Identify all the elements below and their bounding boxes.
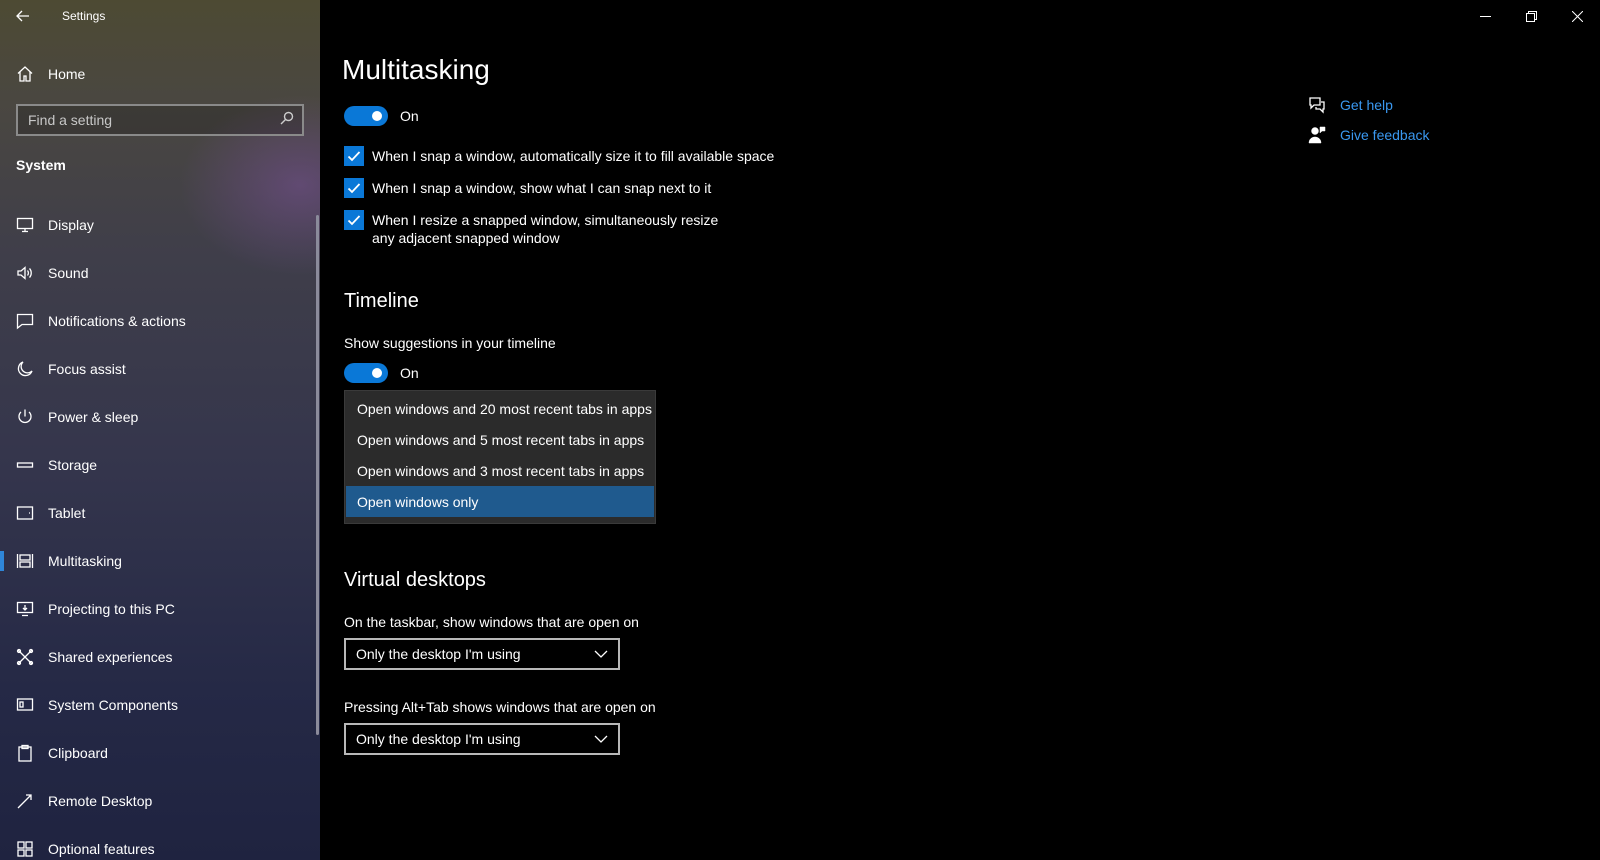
speaker-icon	[16, 264, 34, 282]
back-button[interactable]	[0, 0, 46, 32]
get-help-label: Get help	[1340, 97, 1393, 113]
sidebar-item-label: System Components	[48, 697, 178, 713]
sidebar-item-projecting[interactable]	[0, 585, 316, 633]
sidebar-item-storage[interactable]	[0, 441, 316, 489]
help-chat-icon	[1308, 96, 1326, 114]
alttab-select-value: Only the desktop I'm using	[356, 731, 521, 747]
sidebar-item-label: Display	[48, 217, 94, 233]
dropdown-option-selected[interactable]: Open windows only	[346, 486, 654, 517]
feedback-icon	[1308, 126, 1326, 144]
checkmark-icon	[347, 149, 361, 163]
close-icon	[1572, 11, 1583, 22]
sidebar-item-label: Projecting to this PC	[48, 601, 175, 617]
checkmark-icon	[347, 213, 361, 227]
sidebar-item-power-sleep[interactable]	[0, 393, 316, 441]
snap-option-row	[344, 210, 744, 247]
sidebar-item-label: Notifications & actions	[48, 313, 186, 329]
restore-icon	[1526, 11, 1537, 22]
sidebar-item-label: Optional features	[48, 841, 155, 857]
clipboard-icon	[16, 744, 34, 762]
chevron-down-icon	[594, 734, 608, 744]
sidebar-item-focus-assist[interactable]	[0, 345, 316, 393]
message-icon	[16, 312, 34, 330]
chevron-down-icon	[594, 649, 608, 659]
snap-option-row	[344, 178, 804, 198]
storage-icon	[16, 456, 34, 474]
nav-list	[0, 201, 316, 860]
search-icon[interactable]	[280, 111, 294, 130]
search-input[interactable]	[28, 112, 268, 128]
shared-icon	[16, 648, 34, 666]
minimize-button[interactable]	[1462, 0, 1508, 32]
snap-option-label: When I snap a window, automatically size it to fill available space	[372, 148, 775, 164]
sidebar-item-sound[interactable]	[0, 249, 316, 297]
give-feedback-label: Give feedback	[1340, 127, 1430, 143]
minimize-icon	[1480, 11, 1491, 22]
restore-button[interactable]	[1508, 0, 1554, 32]
home-label: Home	[48, 66, 86, 82]
main-content	[320, 0, 1600, 860]
taskbar-select-value: Only the desktop I'm using	[356, 646, 521, 662]
close-button[interactable]	[1554, 0, 1600, 32]
window-controls	[1462, 0, 1600, 32]
snap-option-label: When I snap a window, show what I can snap next to it	[372, 180, 712, 196]
sidebar-item-label: Sound	[48, 265, 89, 281]
sidebar-item-system-components[interactable]	[0, 681, 316, 729]
dropdown-option[interactable]: Open windows and 5 most recent tabs in apps	[357, 431, 645, 448]
sidebar-item-remote-desktop[interactable]	[0, 777, 316, 825]
alttab-label: Pressing Alt+Tab shows windows that are open on	[344, 699, 656, 715]
snap-assist-checkbox[interactable]	[344, 178, 364, 198]
sidebar-item-multitasking[interactable]	[0, 537, 316, 585]
sidebar-item-label: Multitasking	[48, 553, 122, 569]
snap-option-label: When I resize a snapped window, simultaneously resize any adjacent snapped window	[372, 212, 719, 246]
app-title: Settings	[62, 9, 106, 23]
timeline-toggle-state: On	[400, 365, 419, 381]
sidebar-item-tablet[interactable]	[0, 489, 316, 537]
dropdown-option[interactable]: Open windows and 20 most recent tabs in apps	[357, 400, 652, 417]
sidebar-scrollbar[interactable]	[316, 215, 319, 735]
get-help-link[interactable]	[1308, 90, 1430, 120]
sidebar	[0, 0, 320, 860]
sidebar-item-label: Remote Desktop	[48, 793, 153, 809]
dropdown-option[interactable]: Open windows and 3 most recent tabs in apps	[357, 462, 645, 479]
page-title: Multitasking	[342, 54, 490, 85]
moon-icon	[16, 360, 34, 378]
taskbar-desktop-select[interactable]	[344, 638, 620, 670]
remote-icon	[16, 792, 34, 810]
sidebar-item-label: Storage	[48, 457, 98, 473]
power-icon	[16, 408, 34, 426]
snap-toggle-row	[344, 106, 419, 126]
monitor-icon	[16, 216, 34, 234]
sidebar-item-label: Tablet	[48, 505, 86, 521]
snap-toggle[interactable]	[344, 106, 388, 126]
checkmark-icon	[347, 181, 361, 195]
projecting-icon	[16, 600, 34, 618]
sidebar-item-shared-experiences[interactable]	[0, 633, 316, 681]
sidebar-item-clipboard[interactable]	[0, 729, 316, 777]
search-box[interactable]	[16, 104, 304, 136]
back-arrow-icon	[16, 9, 30, 23]
sidebar-item-label: Power & sleep	[48, 409, 139, 425]
section-label: System	[16, 157, 66, 173]
timeline-toggle[interactable]	[344, 363, 388, 383]
timeline-toggle-row	[344, 363, 419, 383]
timeline-suggestions-label: Show suggestions in your timeline	[344, 335, 556, 351]
snap-autosize-checkbox[interactable]	[344, 146, 364, 166]
tablet-icon	[16, 504, 34, 522]
home-icon	[16, 65, 34, 83]
sidebar-item-optional-features[interactable]	[0, 825, 316, 860]
home-nav-item[interactable]	[0, 56, 320, 92]
sidebar-item-notifications[interactable]	[0, 297, 316, 345]
taskbar-label: On the taskbar, show windows that are open on	[344, 614, 639, 630]
virtual-desktops-heading: Virtual desktops	[344, 569, 486, 591]
sidebar-item-label: Clipboard	[48, 745, 108, 761]
multitasking-icon	[16, 552, 34, 570]
features-icon	[16, 840, 34, 858]
timeline-dropdown-list	[344, 390, 656, 524]
sidebar-item-label: Focus assist	[48, 361, 126, 377]
help-links	[1308, 90, 1430, 150]
snap-resize-checkbox[interactable]	[344, 210, 364, 230]
timeline-heading: Timeline	[344, 290, 419, 312]
alttab-desktop-select[interactable]	[344, 723, 620, 755]
snap-toggle-state: On	[400, 108, 419, 124]
title-bar	[0, 0, 320, 32]
sidebar-item-display[interactable]	[0, 201, 316, 249]
sidebar-item-label: Shared experiences	[48, 649, 173, 665]
give-feedback-link[interactable]	[1308, 120, 1430, 150]
components-icon	[16, 696, 34, 714]
snap-option-row	[344, 146, 804, 166]
